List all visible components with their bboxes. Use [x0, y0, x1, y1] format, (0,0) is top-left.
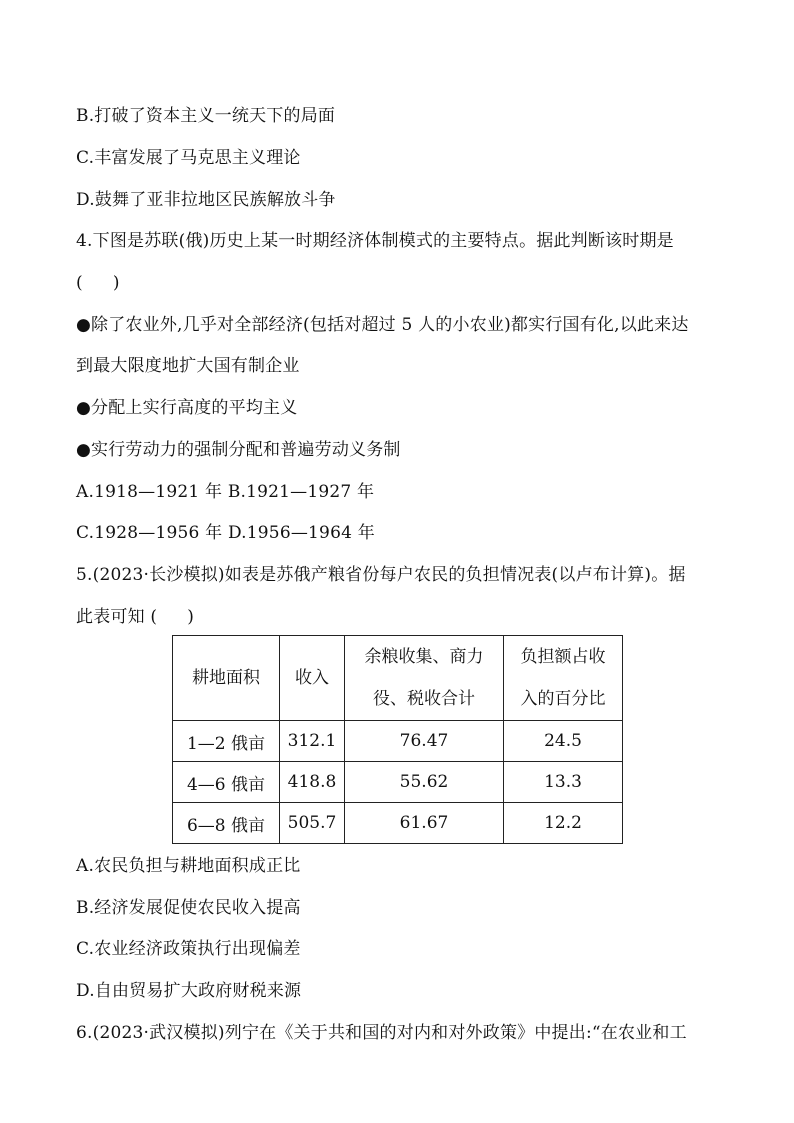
header-total [345, 636, 504, 721]
cell-income: 418.8 [280, 762, 345, 803]
q4-stem: 4.下图是苏联(俄)历史上某一时期经济体制模式的主要特点。据此判断该时期是 [76, 231, 674, 251]
q5-stem-line-2 [76, 607, 194, 627]
cell-income: 312.1 [280, 721, 345, 762]
header-total-line-1: 余粮收集、商力 [364, 647, 484, 667]
bracket-open: ( [76, 273, 83, 293]
cell-percentage: 13.3 [504, 762, 623, 803]
burden-table [172, 635, 623, 844]
q3-option-b: B.打破了资本主义一统天下的局面 [76, 106, 336, 126]
q5-stem-text: 此表可知 [76, 607, 145, 627]
q4-bullet-2: ●分配上实行高度的平均主义 [76, 398, 298, 418]
cell-total: 76.47 [345, 721, 504, 762]
cell-percentage: 24.5 [504, 721, 623, 762]
header-pct-line-2: 入的百分比 [520, 689, 606, 709]
q5-option-a: A.农民负担与耕地面积成正比 [76, 856, 301, 876]
header-area: 耕地面积 [173, 636, 280, 721]
q3-option-c: C.丰富发展了马克思主义理论 [76, 148, 301, 168]
bracket-close: ) [187, 607, 195, 627]
bracket-close: ) [112, 273, 120, 293]
cell-total: 61.67 [345, 803, 504, 844]
cell-percentage: 12.2 [504, 803, 623, 844]
q6-stem: 6.(2023·武汉模拟)列宁在《关于共和国的对内和对外政策》中提出:“在农业和工 [76, 1023, 687, 1043]
cell-income: 505.7 [280, 803, 345, 844]
header-total-line-2: 役、税收合计 [373, 689, 475, 709]
cell-total: 55.62 [345, 762, 504, 803]
q5-option-d: D.自由贸易扩大政府财税来源 [76, 981, 302, 1001]
q4-bullet-3: ●实行劳动力的强制分配和普遍劳动义务制 [76, 440, 401, 460]
cell-area: 4—6 俄亩 [173, 762, 280, 803]
header-pct-line-1: 负担额占收 [520, 647, 606, 667]
table-header-row [173, 636, 623, 721]
q4-bullet-1-line-1: ●除了农业外,几乎对全部经济(包括对超过 5 人的小农业)都实行国有化,以此来达 [76, 315, 689, 335]
q3-option-d: D.鼓舞了亚非拉地区民族解放斗争 [76, 190, 336, 210]
q4-bullet-1-line-2: 到最大限度地扩大国有制企业 [76, 356, 300, 376]
table-row [173, 762, 623, 803]
bracket-open: ( [150, 607, 158, 627]
header-percentage [504, 636, 623, 721]
q4-options-cd: C.1928—1956 年 D.1956—1964 年 [76, 523, 375, 543]
table-row [173, 721, 623, 762]
table-row [173, 803, 623, 844]
cell-area: 6—8 俄亩 [173, 803, 280, 844]
cell-area: 1—2 俄亩 [173, 721, 280, 762]
header-income: 收入 [280, 636, 345, 721]
q4-options-ab: A.1918—1921 年 B.1921—1927 年 [76, 482, 375, 502]
q5-option-b: B.经济发展促使农民收入提高 [76, 898, 301, 918]
q4-answer-bracket [76, 273, 120, 293]
q5-stem-line-1: 5.(2023·长沙模拟)如表是苏俄产粮省份每户农民的负担情况表(以卢布计算)。据 [76, 565, 686, 585]
q5-option-c: C.农业经济政策执行出现偏差 [76, 939, 301, 959]
